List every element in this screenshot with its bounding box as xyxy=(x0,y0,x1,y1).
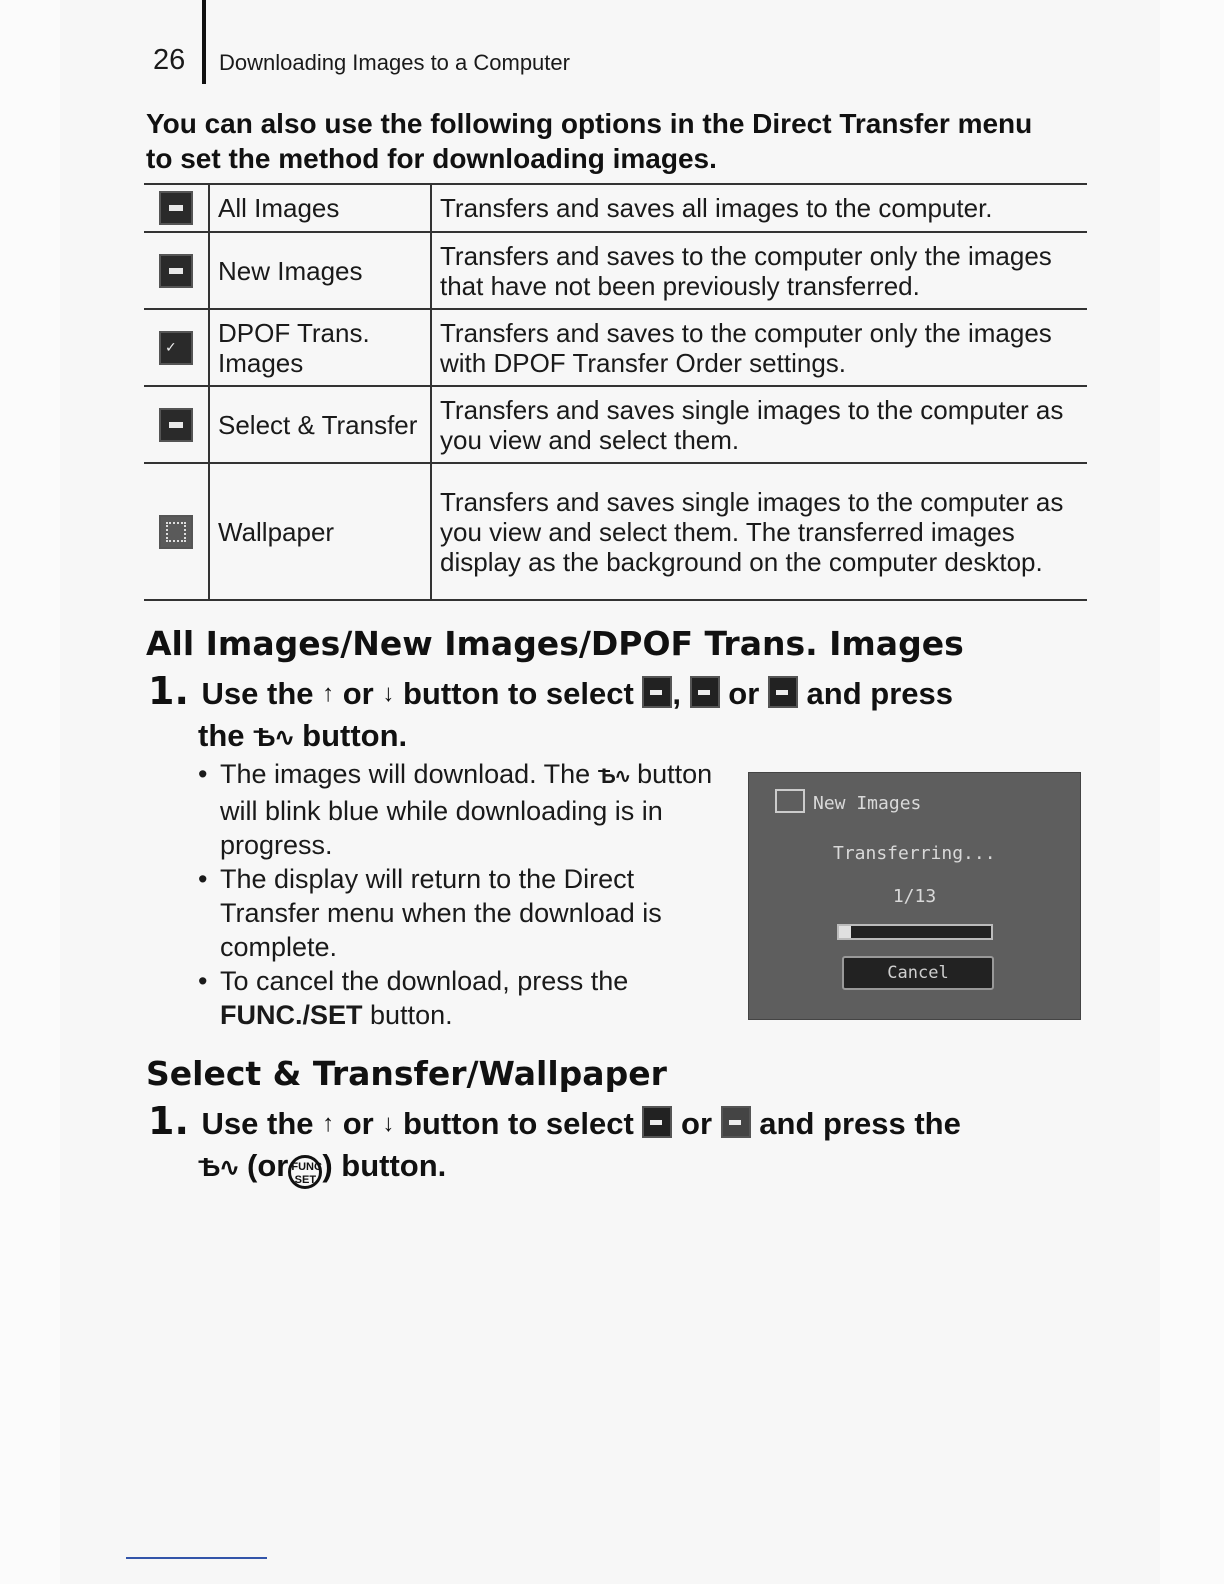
transfer-all-icon xyxy=(642,676,672,708)
list-item xyxy=(198,757,728,862)
wallpaper-icon xyxy=(721,1106,751,1138)
note-text: button will blink blue while downloading is in progress. xyxy=(220,759,713,860)
transfer-status: Transferring... xyxy=(833,843,996,864)
down-arrow-icon: ↓ xyxy=(382,1110,395,1137)
transfer-dpof-icon xyxy=(768,676,798,708)
step-1-notes xyxy=(198,757,728,1032)
step-1-instructions xyxy=(148,670,1088,758)
step-text: and press xyxy=(806,676,953,711)
step-text: button to select xyxy=(403,676,634,711)
step-text: button. xyxy=(302,718,408,753)
step-number: 1. xyxy=(148,669,189,713)
table-row xyxy=(144,184,1087,232)
page-number: 26 xyxy=(153,44,186,76)
section-heading-select-wallpaper: Select & Transfer/Wallpaper xyxy=(146,1054,667,1093)
transfer-new-icon xyxy=(159,254,193,288)
step-text: or xyxy=(342,676,374,711)
wallpaper-icon xyxy=(159,515,193,549)
options-table xyxy=(144,183,1087,601)
note-text: The display will return to the Direct Transfer menu when the download is complete. xyxy=(220,864,662,962)
note-text: To cancel the download, press the xyxy=(220,966,629,996)
camera-lcd-screenshot xyxy=(748,772,1081,1020)
header-divider xyxy=(202,0,206,84)
note-text: button. xyxy=(370,1000,453,1030)
intro-paragraph: You can also use the following options in the Direct Transfer menu to set the method for downloading images. xyxy=(146,108,1033,174)
option-description: Transfers and saves to the computer only the images that have not been previously transferred. xyxy=(431,232,1087,309)
option-description: Transfers and saves single images to the computer as you view and select them. The transferred images display as the background on the computer desktop. xyxy=(431,463,1087,600)
transfer-progress-bar xyxy=(837,924,993,940)
page-header-title: Downloading Images to a Computer xyxy=(219,50,570,75)
list-item xyxy=(198,964,728,1032)
func-set-button-icon: FUNC SET xyxy=(288,1155,322,1189)
footer-link-line xyxy=(126,1557,267,1559)
progress-fill xyxy=(839,926,851,938)
transfer-select-icon xyxy=(642,1106,672,1138)
step-1-instructions-2 xyxy=(148,1100,1088,1189)
option-name: New Images xyxy=(209,232,431,309)
screen-title xyxy=(775,789,921,814)
step-text: or xyxy=(681,1106,713,1141)
table-row xyxy=(144,309,1087,386)
table-row xyxy=(144,232,1087,309)
print-share-icon: Ѣ∿ xyxy=(253,722,294,752)
table-row xyxy=(144,463,1087,600)
option-name: Select & Transfer xyxy=(209,386,431,463)
func-set-label: FUNC./SET xyxy=(220,1000,363,1030)
up-arrow-icon: ↑ xyxy=(322,680,335,707)
screen-title-text: New Images xyxy=(813,793,922,814)
step-text: and press the xyxy=(759,1106,961,1141)
note-text: The images will download. The xyxy=(220,759,591,789)
option-description: Transfers and saves to the computer only the images with DPOF Transfer Order settings. xyxy=(431,309,1087,386)
step-text-line-2 xyxy=(148,715,1088,758)
transfer-dpof-icon xyxy=(159,331,193,365)
step-text: Use the xyxy=(201,676,314,711)
section-heading-all-new-dpof: All Images/New Images/DPOF Trans. Images xyxy=(146,624,964,663)
step-text: Use the xyxy=(201,1106,314,1141)
print-share-icon: Ѣ∿ xyxy=(198,1152,239,1182)
table-row xyxy=(144,386,1087,463)
transfer-new-icon xyxy=(775,789,805,813)
print-share-icon: Ѣ∿ xyxy=(597,765,630,788)
option-description: Transfers and saves single images to the computer as you view and select them. xyxy=(431,386,1087,463)
transfer-select-icon xyxy=(159,408,193,442)
transfer-count: 1/13 xyxy=(892,886,937,907)
option-name: DPOF Trans. Images xyxy=(209,309,431,386)
step-text: , xyxy=(672,676,682,711)
list-item xyxy=(198,862,728,964)
step-text: or xyxy=(728,676,760,711)
transfer-new-icon xyxy=(690,676,720,708)
transfer-all-icon xyxy=(159,191,193,225)
option-name: All Images xyxy=(209,184,431,232)
step-text: or xyxy=(342,1106,374,1141)
cancel-button[interactable]: Cancel xyxy=(842,956,994,990)
up-arrow-icon: ↑ xyxy=(322,1110,335,1137)
option-description: Transfers and saves all images to the computer. xyxy=(431,184,1087,232)
option-name: Wallpaper xyxy=(209,463,431,600)
step-text-line-2 xyxy=(148,1145,1088,1189)
step-number: 1. xyxy=(148,1099,189,1143)
down-arrow-icon: ↓ xyxy=(382,680,395,707)
step-text: ) button. xyxy=(322,1148,447,1183)
step-text: button to select xyxy=(403,1106,634,1141)
step-text: the xyxy=(198,718,245,753)
step-text: (or xyxy=(247,1148,289,1183)
